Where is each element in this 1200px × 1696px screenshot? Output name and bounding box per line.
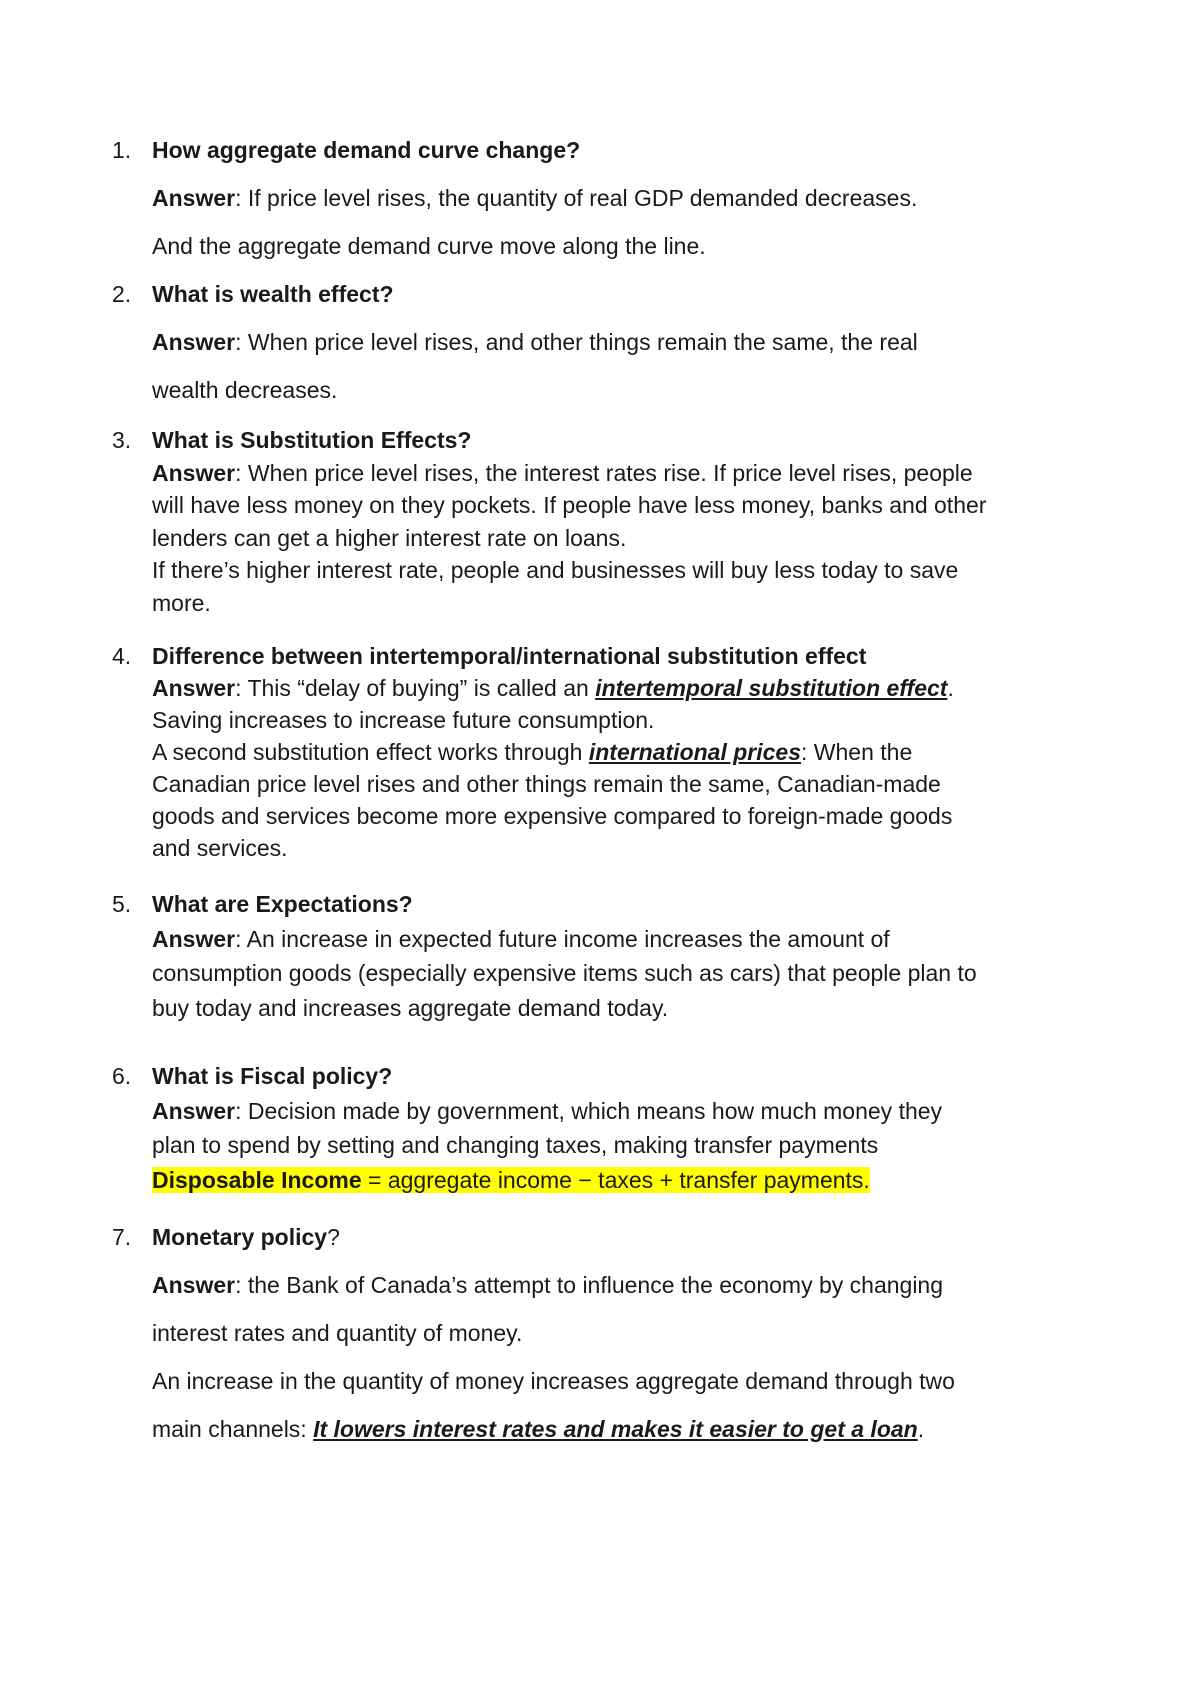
- question-7: [112, 1224, 1112, 1464]
- question-title: Monetary policy?: [152, 1224, 340, 1250]
- answer-label: Answer: [152, 1272, 236, 1298]
- key-term: intertemporal substitution effect: [595, 675, 948, 701]
- answer-line: buy today and increases aggregate demand today.: [152, 994, 669, 1021]
- question-4: [112, 640, 1112, 864]
- question-title: What are Expectations?: [152, 891, 413, 917]
- answer-label: Answer: [152, 925, 236, 952]
- answer-label: Answer: [152, 185, 236, 211]
- answer-line: Answer: Decision made by government, which means how much money they: [152, 1097, 943, 1124]
- answer-line: Canadian price level rises and other things remain the same, Canadian-made: [152, 771, 941, 797]
- answer-line: Answer: An increase in expected future income increases the amount of: [152, 925, 890, 952]
- answer-line: will have less money on they pockets. If people have less money, banks and other: [152, 492, 987, 518]
- answer-line: lenders can get a higher interest rate on loans.: [152, 524, 627, 551]
- answer-line: And the aggregate demand curve move along the line.: [152, 233, 706, 259]
- question-6: [112, 1059, 1112, 1197]
- question-2: [112, 281, 1112, 425]
- question-3: [112, 424, 1112, 619]
- question-title: What is Fiscal policy?: [152, 1063, 393, 1089]
- answer-line: consumption goods (especially expensive items such as cars) that people plan to: [152, 960, 977, 986]
- answer-line: and services.: [152, 835, 288, 861]
- question-title: Difference between intertemporal/international substitution effect: [152, 643, 867, 669]
- key-term: It lowers interest rates and makes it easier to get a loan: [313, 1416, 918, 1442]
- question-number: 3.: [112, 427, 132, 453]
- answer-line: Answer: When price level rises, the interest rates rise. If price level rises, people: [152, 459, 973, 486]
- answer-line: Answer: the Bank of Canada’s attempt to influence the economy by changing: [152, 1272, 944, 1298]
- answer-line: An increase in the quantity of money increases aggregate demand through two: [152, 1368, 955, 1394]
- answer-label: Answer: [152, 329, 236, 355]
- answer-line: If there’s higher interest rate, people and businesses will buy less today to save: [152, 557, 959, 583]
- question-number: 1.: [112, 137, 132, 163]
- question-title: What is Substitution Effects?: [152, 427, 472, 453]
- highlighted-formula: Disposable Income = aggregate income − taxes + transfer payments.: [152, 1166, 870, 1193]
- key-term: international prices: [588, 739, 802, 765]
- question-title: What is wealth effect?: [152, 281, 394, 307]
- answer-line: A second substitution effect works through international prices: When the: [152, 739, 913, 765]
- answer-line: more.: [152, 589, 211, 616]
- question-1: [112, 137, 1112, 281]
- answer-line: Answer: This “delay of buying” is called an intertemporal substitution effect.: [152, 675, 954, 701]
- question-number: 4.: [112, 643, 132, 669]
- answer-line: Answer: If price level rises, the quantity of real GDP demanded decreases.: [152, 185, 918, 211]
- question-number: 6.: [112, 1063, 132, 1089]
- answer-line: goods and services become more expensive compared to foreign-made goods: [152, 803, 953, 829]
- answer-label: Answer: [152, 675, 236, 701]
- answer-line: Answer: When price level rises, and other things remain the same, the real: [152, 329, 918, 355]
- answer-line: Saving increases to increase future consumption.: [152, 707, 655, 733]
- question-number: 2.: [112, 281, 132, 307]
- answer-line: plan to spend by setting and changing taxes, making transfer payments: [152, 1132, 879, 1158]
- question-5: [112, 887, 1112, 1025]
- question-title: How aggregate demand curve change?: [152, 137, 581, 163]
- question-number: 7.: [112, 1224, 132, 1250]
- answer-label: Answer: [152, 1097, 236, 1124]
- answer-label: Answer: [152, 459, 236, 486]
- answer-line: interest rates and quantity of money.: [152, 1320, 523, 1346]
- answer-line: main channels: It lowers interest rates and makes it easier to get a loan.: [152, 1416, 925, 1442]
- question-number: 5.: [112, 891, 132, 917]
- answer-line: wealth decreases.: [152, 377, 338, 403]
